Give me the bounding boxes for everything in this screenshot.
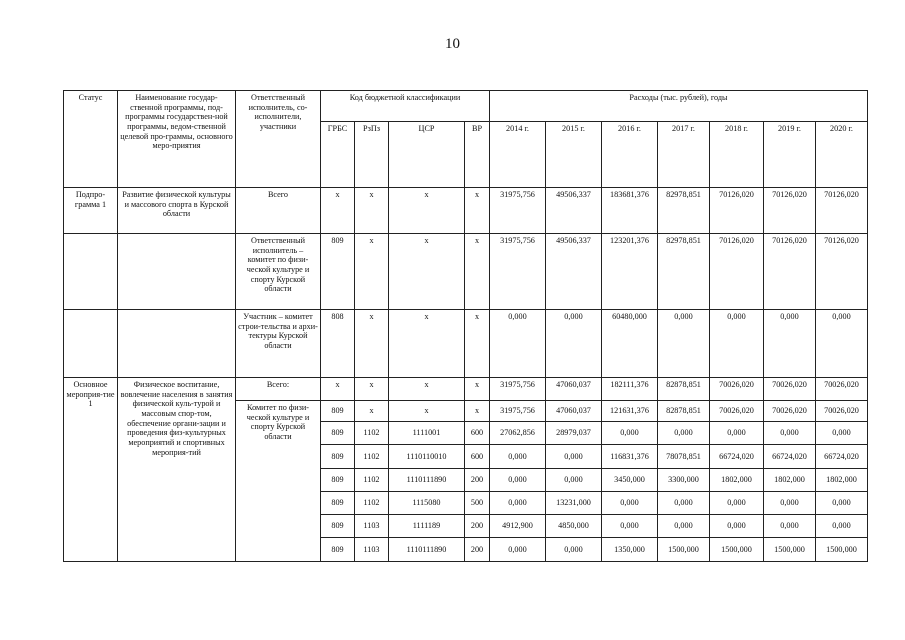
cell-csr: x [389,401,465,422]
cell-value: 0,000 [490,538,546,562]
cell-rzpr: 1103 [355,515,389,538]
cell-grbs: 809 [321,401,355,422]
cell-value: 82978,851 [658,188,710,234]
row-responsible: Участник – комитет строи-тельства и архи-тектуры Курской области [236,310,321,378]
cell-value: 0,000 [764,515,816,538]
cell-csr: x [389,378,465,401]
row-status-empty [64,234,118,310]
cell-value: 0,000 [602,492,658,515]
row-responsible: Комитет по физи-ческой культуре и спорту Курской области [236,401,321,562]
cell-grbs: 809 [321,422,355,445]
header-responsible: Ответственный исполнитель, со-исполнители, участники [236,91,321,188]
cell-value: 28979,037 [546,422,602,445]
cell-vr: 600 [465,445,490,469]
cell-grbs: x [321,378,355,401]
cell-value: 0,000 [490,492,546,515]
cell-value: 0,000 [658,310,710,378]
cell-grbs: 809 [321,492,355,515]
cell-vr: 200 [465,538,490,562]
cell-value: 116831,376 [602,445,658,469]
cell-value: 70026,020 [816,378,868,401]
cell-value: 70126,020 [764,234,816,310]
cell-value: 0,000 [816,422,868,445]
cell-value: 13231,000 [546,492,602,515]
cell-rzpr: x [355,188,389,234]
cell-rzpr: x [355,310,389,378]
table-row [64,188,868,234]
cell-value: 0,000 [710,515,764,538]
cell-vr: 600 [465,422,490,445]
cell-csr: 1110111890 [389,538,465,562]
row-name-empty [118,234,236,310]
row-status: Основное мероприя-тие 1 [64,378,118,562]
cell-value: 0,000 [658,422,710,445]
cell-value: 49506,337 [546,234,602,310]
cell-rzpr: 1102 [355,445,389,469]
row-name: Физическое воспитание, вовлечение населения в занятия физической куль-турой и массовым спор-том, обеспечение органи-зации и проведения физ-культурных мероприятий и спортивных мероприя-тий [118,378,236,562]
cell-vr: x [465,188,490,234]
cell-value: 70026,020 [710,401,764,422]
cell-value: 4850,000 [546,515,602,538]
cell-csr: 1111001 [389,422,465,445]
header-name: Наименование государ-ственной программы, под-программы государствен-ной программы, ведом-ственной целевой про-граммы, основного меро-приятия [118,91,236,188]
cell-value: 66724,020 [710,445,764,469]
row-responsible: Всего: [236,378,321,401]
cell-value: 31975,756 [490,188,546,234]
cell-value: 31975,756 [490,234,546,310]
cell-value: 0,000 [602,422,658,445]
header-year: 2014 г. [490,122,546,188]
cell-value: 1802,000 [816,469,868,492]
cell-vr: 500 [465,492,490,515]
cell-csr: 1115080 [389,492,465,515]
header-status: Статус [64,91,118,188]
header-csr: ЦСР [389,122,465,188]
table-row [64,234,868,310]
cell-value: 82878,851 [658,378,710,401]
cell-value: 4912,900 [490,515,546,538]
cell-vr: x [465,310,490,378]
header-year: 2019 г. [764,122,816,188]
cell-value: 121631,376 [602,401,658,422]
cell-value: 78078,851 [658,445,710,469]
cell-value: 0,000 [710,422,764,445]
cell-value: 0,000 [546,538,602,562]
cell-value: 70126,020 [764,188,816,234]
header-year: 2015 г. [546,122,602,188]
cell-value: 0,000 [546,310,602,378]
cell-grbs: 808 [321,310,355,378]
cell-csr: 1110111890 [389,469,465,492]
cell-vr: x [465,401,490,422]
cell-value: 0,000 [764,310,816,378]
cell-value: 0,000 [658,492,710,515]
cell-grbs: x [321,188,355,234]
cell-rzpr: x [355,378,389,401]
cell-value: 60480,000 [602,310,658,378]
cell-vr: x [465,378,490,401]
header-year: 2017 г. [658,122,710,188]
header-row-1 [64,91,868,122]
cell-value: 123201,376 [602,234,658,310]
header-grbs: ГРБС [321,122,355,188]
cell-value: 0,000 [710,492,764,515]
cell-csr: x [389,310,465,378]
table-row [64,310,868,378]
cell-value: 66724,020 [816,445,868,469]
header-year: 2018 г. [710,122,764,188]
cell-vr: 200 [465,515,490,538]
header-expenses: Расходы (тыс. рублей), годы [490,91,868,122]
cell-value: 70026,020 [710,378,764,401]
row-responsible: Ответственный исполнитель – комитет по физи-ческой культуре и спорту Курской области [236,234,321,310]
row-status: Подпро-грамма 1 [64,188,118,234]
cell-value: 0,000 [658,515,710,538]
cell-value: 183681,376 [602,188,658,234]
cell-value: 0,000 [602,515,658,538]
cell-value: 70126,020 [710,234,764,310]
cell-grbs: 809 [321,538,355,562]
cell-value: 27062,856 [490,422,546,445]
cell-value: 3300,000 [658,469,710,492]
header-rzpr: РзПз [355,122,389,188]
cell-value: 31975,756 [490,401,546,422]
cell-grbs: 809 [321,469,355,492]
cell-value: 70026,020 [764,378,816,401]
cell-rzpr: 1102 [355,422,389,445]
cell-rzpr: 1102 [355,469,389,492]
cell-value: 0,000 [816,492,868,515]
cell-value: 0,000 [816,515,868,538]
cell-value: 82978,851 [658,234,710,310]
cell-csr: x [389,188,465,234]
cell-value: 47060,037 [546,378,602,401]
cell-value: 70026,020 [764,401,816,422]
cell-rzpr: x [355,234,389,310]
row-status-empty [64,310,118,378]
cell-grbs: 809 [321,234,355,310]
cell-grbs: 809 [321,515,355,538]
cell-value: 47060,037 [546,401,602,422]
cell-value: 0,000 [546,445,602,469]
cell-grbs: 809 [321,445,355,469]
cell-value: 0,000 [490,310,546,378]
cell-csr: 1110110010 [389,445,465,469]
cell-value: 70126,020 [816,234,868,310]
cell-value: 182111,376 [602,378,658,401]
page-number: 10 [445,36,460,52]
cell-value: 0,000 [816,310,868,378]
cell-value: 0,000 [710,310,764,378]
cell-csr: x [389,234,465,310]
cell-rzpr: 1102 [355,492,389,515]
cell-value: 3450,000 [602,469,658,492]
cell-value: 1350,000 [602,538,658,562]
cell-value: 49506,337 [546,188,602,234]
cell-vr: x [465,234,490,310]
cell-value: 1802,000 [764,469,816,492]
cell-value: 1500,000 [658,538,710,562]
cell-value: 82878,851 [658,401,710,422]
header-year: 2016 г. [602,122,658,188]
header-vr: ВР [465,122,490,188]
budget-table [63,90,868,562]
header-budget-code: Код бюджетной классификации [321,91,490,122]
cell-rzpr: 1103 [355,538,389,562]
cell-value: 1500,000 [816,538,868,562]
cell-value: 70026,020 [816,401,868,422]
cell-value: 70126,020 [816,188,868,234]
cell-csr: 1111189 [389,515,465,538]
cell-value: 0,000 [490,445,546,469]
cell-vr: 200 [465,469,490,492]
cell-value: 1500,000 [710,538,764,562]
cell-value: 0,000 [546,469,602,492]
cell-value: 66724,020 [764,445,816,469]
cell-value: 1500,000 [764,538,816,562]
cell-value: 0,000 [764,492,816,515]
row-name: Развитие физической культуры и массового спорта в Курской области [118,188,236,234]
row-name-empty [118,310,236,378]
header-year: 2020 г. [816,122,868,188]
cell-value: 1802,000 [710,469,764,492]
table-row [64,378,868,401]
row-responsible: Всего [236,188,321,234]
cell-value: 0,000 [490,469,546,492]
cell-rzpr: x [355,401,389,422]
cell-value: 0,000 [764,422,816,445]
cell-value: 70126,020 [710,188,764,234]
cell-value: 31975,756 [490,378,546,401]
